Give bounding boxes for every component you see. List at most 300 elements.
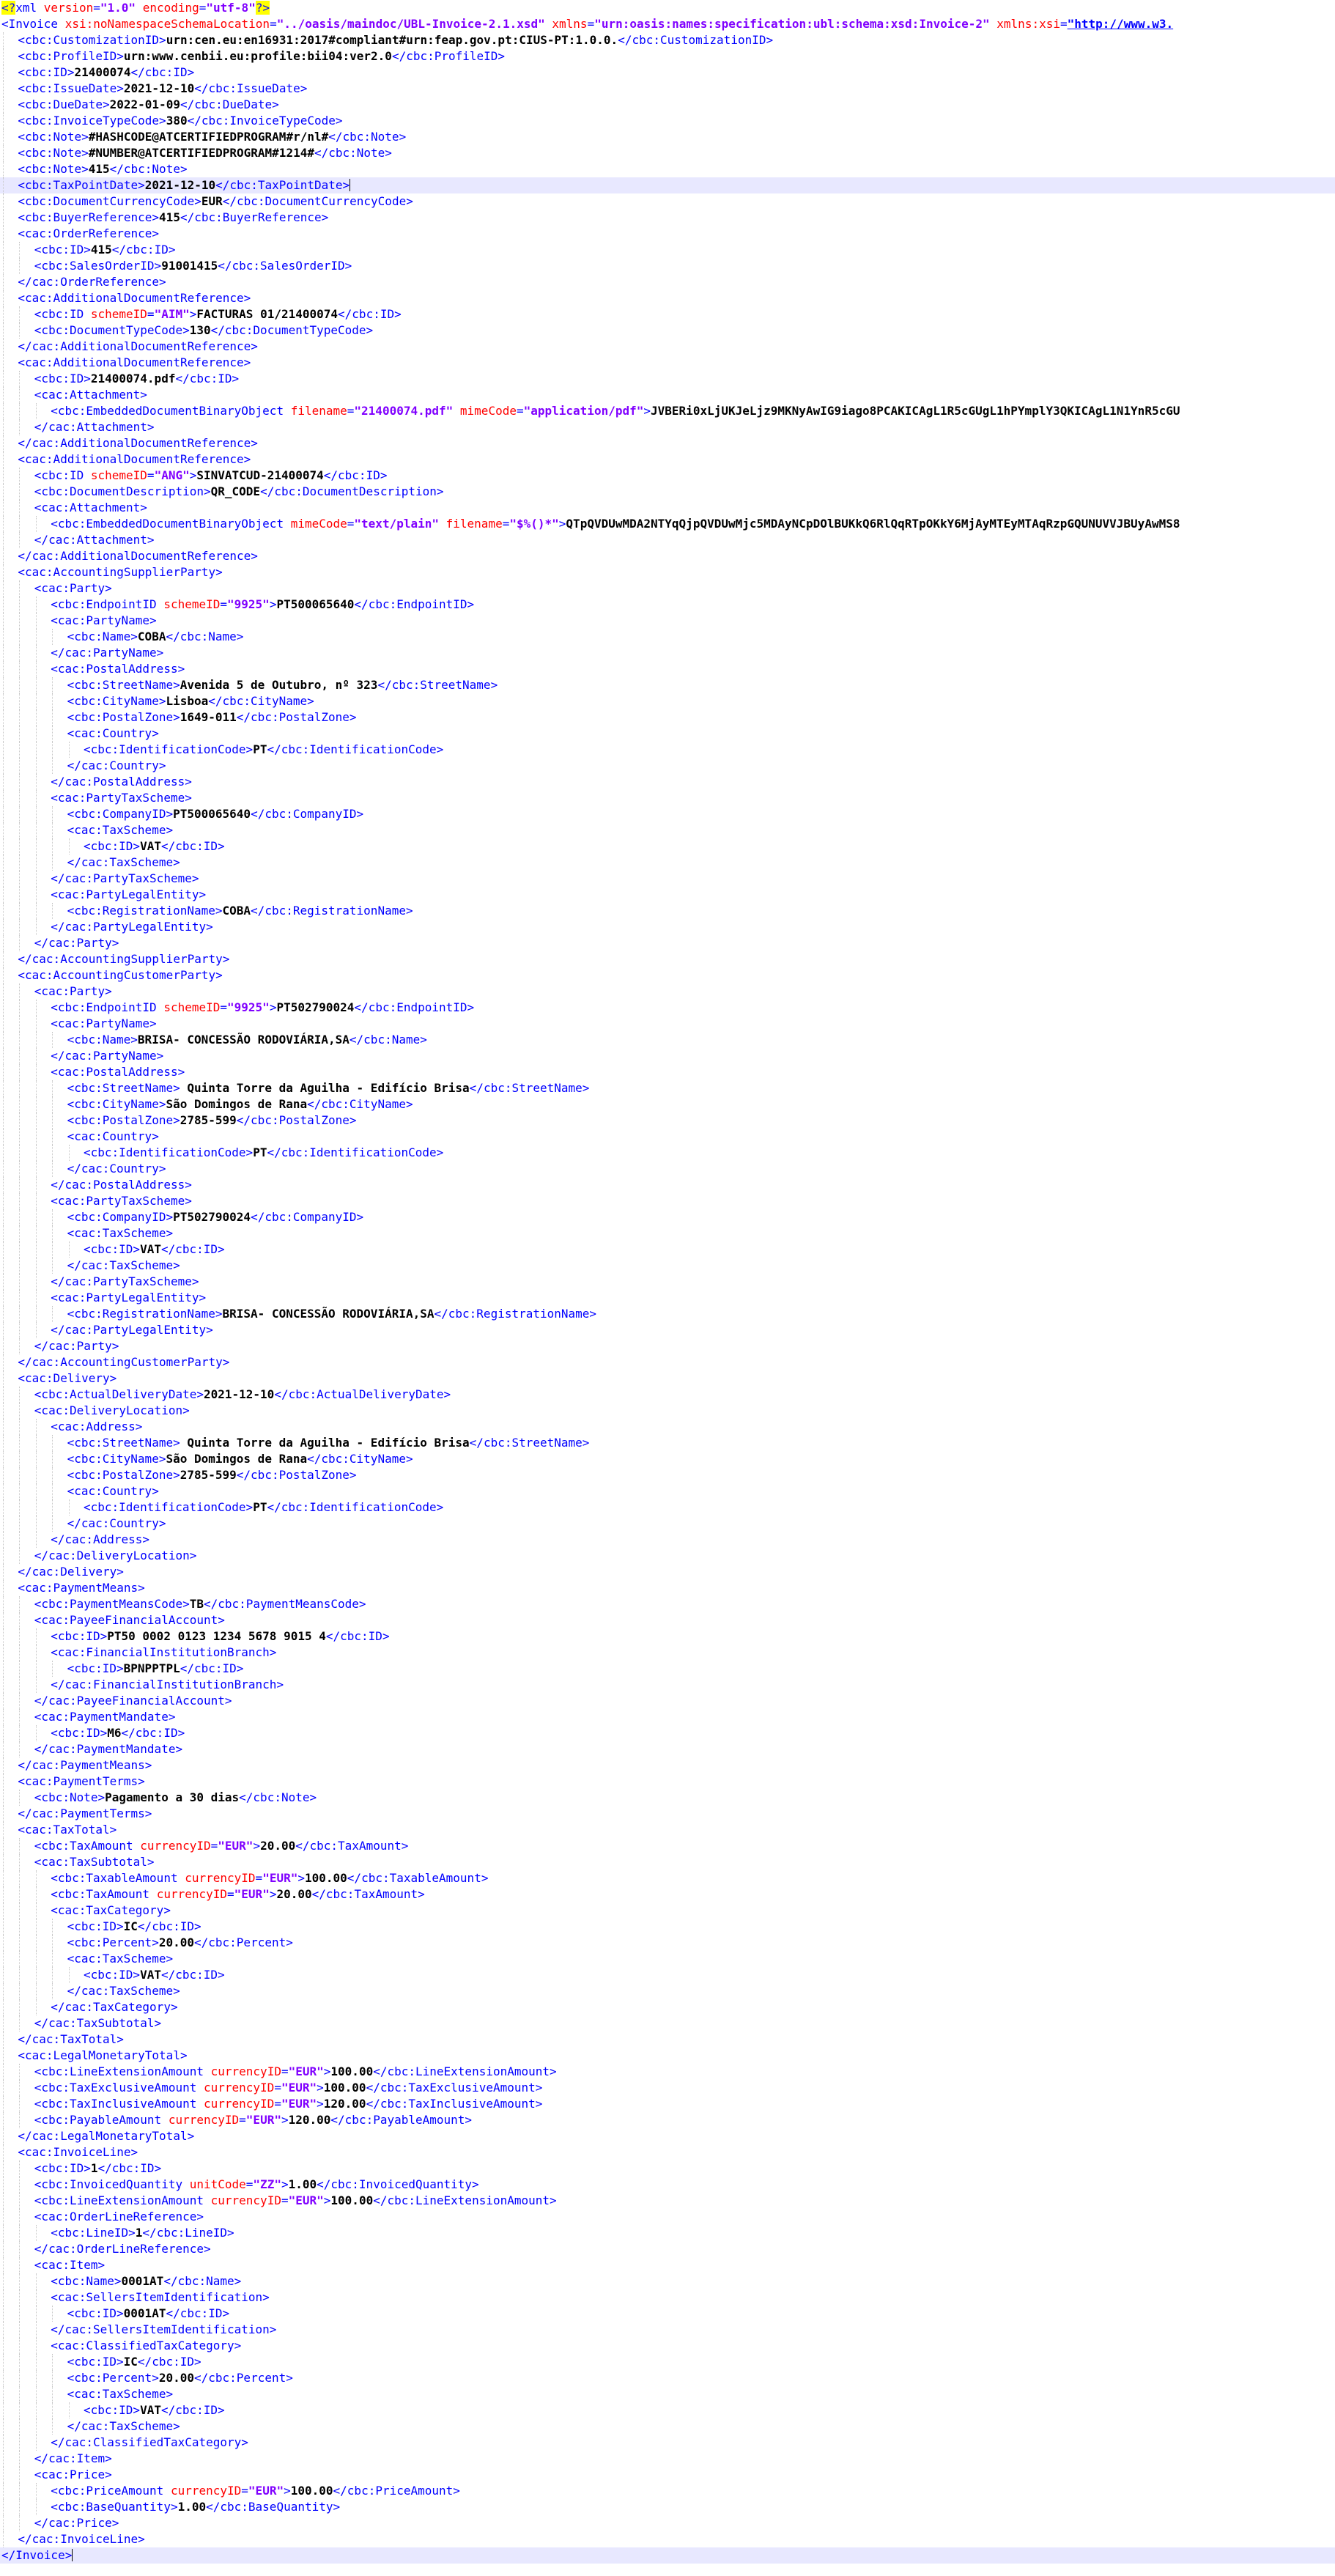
code-line[interactable] <box>0 2273 1335 2289</box>
token: <cbc:TaxAmount <box>51 1887 157 1901</box>
code-line-content <box>51 2483 460 2499</box>
code-line[interactable] <box>0 1935 1335 1951</box>
code-line[interactable] <box>0 580 1335 597</box>
code-line[interactable] <box>0 1903 1335 1919</box>
code-line[interactable] <box>0 613 1335 629</box>
code-line[interactable] <box>0 2370 1335 2386</box>
indent-guide <box>36 1064 37 1080</box>
indent-guide <box>19 1096 20 1112</box>
code-line-content <box>34 242 176 258</box>
code-line[interactable] <box>0 2144 1335 2160</box>
code-line[interactable] <box>0 274 1335 290</box>
code-line[interactable] <box>0 548 1335 564</box>
code-line-content <box>18 1354 229 1370</box>
indent-guide <box>36 1419 37 1435</box>
indent-guide <box>19 1951 20 1967</box>
code-line[interactable] <box>0 387 1335 403</box>
indent-guide <box>19 1548 20 1564</box>
code-line[interactable] <box>0 2209 1335 2225</box>
indent-guide <box>52 2370 53 2386</box>
code-line[interactable] <box>0 210 1335 226</box>
indent-guide <box>3 1096 4 1112</box>
indent-guide <box>69 1241 70 1258</box>
code-line[interactable] <box>0 451 1335 468</box>
code-line[interactable] <box>0 935 1335 951</box>
indent-guide <box>3 2418 4 2435</box>
code-line[interactable] <box>0 871 1335 887</box>
code-line[interactable] <box>0 1274 1335 1290</box>
code-line[interactable] <box>0 435 1335 451</box>
code-line[interactable] <box>0 806 1335 822</box>
code-line[interactable] <box>0 1854 1335 1870</box>
code-line[interactable] <box>0 1483 1335 1499</box>
code-line[interactable] <box>0 1870 1335 1886</box>
token: </cbc:PostalZone> <box>236 1113 357 1127</box>
code-line[interactable] <box>0 1951 1335 1967</box>
indent-guide <box>19 822 20 838</box>
indent-guide <box>19 1854 20 1870</box>
indent-guide <box>3 1580 4 1596</box>
indent-guide <box>36 516 37 532</box>
indent-guide <box>3 1080 4 1096</box>
code-line[interactable] <box>0 2306 1335 2322</box>
indent-guide <box>36 645 37 661</box>
code-line[interactable] <box>0 822 1335 838</box>
token: <cbc:Note> <box>34 1790 106 1804</box>
token: <cac:PartyName> <box>51 1016 157 1030</box>
code-line[interactable] <box>0 645 1335 661</box>
code-line[interactable] <box>0 2257 1335 2273</box>
code-line[interactable] <box>0 16 1335 32</box>
code-line[interactable] <box>0 1919 1335 1935</box>
code-line[interactable] <box>0 1693 1335 1709</box>
code-line[interactable] <box>0 2096 1335 2112</box>
token: 20.00 <box>276 1887 312 1901</box>
token: <cbc:InvoicedQuantity <box>34 2177 190 2191</box>
code-line[interactable] <box>0 2483 1335 2499</box>
code-line[interactable] <box>0 484 1335 500</box>
indent-guide <box>36 2483 37 2499</box>
code-line[interactable] <box>0 1370 1335 1387</box>
token: 1.00 <box>288 2177 317 2191</box>
token: <cbc:ID> <box>67 2355 124 2369</box>
code-line[interactable] <box>0 2112 1335 2128</box>
code-line[interactable] <box>0 661 1335 677</box>
indent-guide <box>3 580 4 597</box>
indent-guide <box>19 1161 20 1177</box>
code-line[interactable] <box>0 2177 1335 2193</box>
code-line[interactable] <box>0 226 1335 242</box>
indent-guide <box>19 1403 20 1419</box>
token: <cbc:ID> <box>34 372 91 385</box>
token: </cac:TaxSubtotal> <box>34 2016 162 2030</box>
indent-guide <box>19 580 20 597</box>
code-line[interactable] <box>0 1354 1335 1370</box>
indent-guide <box>3 2402 4 2418</box>
code-line[interactable] <box>0 629 1335 645</box>
code-line[interactable] <box>0 1967 1335 1983</box>
code-line[interactable] <box>0 1499 1335 1516</box>
code-line[interactable] <box>0 1387 1335 1403</box>
code-line[interactable] <box>0 790 1335 806</box>
code-line[interactable] <box>0 2402 1335 2418</box>
token: </cbc:Note> <box>314 146 392 160</box>
code-line[interactable] <box>0 2547 1335 2564</box>
indent-guide <box>3 2483 4 2499</box>
indent-guide <box>36 2402 37 2418</box>
token: VAT <box>140 1968 161 1982</box>
code-line[interactable] <box>0 2499 1335 2515</box>
code-line-content <box>34 2160 161 2177</box>
code-line[interactable] <box>0 322 1335 339</box>
code-line[interactable] <box>0 1451 1335 1467</box>
code-line[interactable] <box>0 355 1335 371</box>
token: <cbc:ID> <box>67 2306 124 2320</box>
code-line[interactable] <box>0 1774 1335 1790</box>
code-line[interactable] <box>0 258 1335 274</box>
token: <cac:OrderReference> <box>18 226 160 240</box>
token: </cac:OrderReference> <box>18 275 166 289</box>
token: </cbc:IssueDate> <box>194 81 308 95</box>
code-line[interactable] <box>0 2241 1335 2257</box>
token: <cbc:RegistrationName> <box>67 1307 223 1321</box>
code-line-content <box>18 290 251 306</box>
code-line-content <box>18 1370 117 1387</box>
code-line-content <box>18 145 392 161</box>
indent-guide <box>3 48 4 64</box>
code-line[interactable] <box>0 1306 1335 1322</box>
code-line[interactable] <box>0 1580 1335 1596</box>
code-line[interactable] <box>0 1419 1335 1435</box>
code-line[interactable] <box>0 2531 1335 2547</box>
code-line[interactable] <box>0 516 1335 532</box>
code-line[interactable] <box>0 693 1335 709</box>
indent-guide <box>3 113 4 129</box>
code-line[interactable] <box>0 1145 1335 1161</box>
code-line[interactable] <box>0 2386 1335 2402</box>
code-line[interactable] <box>0 1886 1335 1903</box>
indent-guide <box>19 500 20 516</box>
token: </cac:TaxTotal> <box>18 2032 124 2046</box>
code-line[interactable] <box>0 242 1335 258</box>
code-line[interactable] <box>0 1241 1335 1258</box>
code-line[interactable] <box>0 1161 1335 1177</box>
indent-guide <box>3 1145 4 1161</box>
code-line[interactable] <box>0 1129 1335 1145</box>
code-line[interactable] <box>0 2322 1335 2338</box>
code-line[interactable] <box>0 532 1335 548</box>
indent-guide <box>36 693 37 709</box>
token: <cac:AdditionalDocumentReference> <box>18 452 251 466</box>
indent-guide <box>3 1032 4 1048</box>
code-line[interactable] <box>0 1983 1335 1999</box>
code-line[interactable] <box>0 1999 1335 2015</box>
code-line-content <box>18 2144 138 2160</box>
code-line[interactable] <box>0 2467 1335 2483</box>
code-line[interactable] <box>0 1000 1335 1016</box>
code-line[interactable] <box>0 758 1335 774</box>
code-line[interactable] <box>0 1612 1335 1628</box>
token: PT500065640 <box>173 807 251 821</box>
token: mimeCode <box>290 517 347 531</box>
code-line-content <box>18 81 307 97</box>
token: PT502790024 <box>173 1210 251 1224</box>
code-line[interactable] <box>0 742 1335 758</box>
code-line[interactable] <box>0 64 1335 81</box>
code-line[interactable] <box>0 1564 1335 1580</box>
code-line[interactable] <box>0 2435 1335 2451</box>
token: <cac:PaymentMeans> <box>18 1581 145 1595</box>
token: </cbc:ID> <box>160 839 225 853</box>
code-line-content <box>34 387 147 403</box>
code-line[interactable] <box>0 2193 1335 2209</box>
code-line[interactable] <box>0 1403 1335 1419</box>
code-line[interactable] <box>0 1258 1335 1274</box>
indent-guide <box>3 1951 4 1967</box>
code-line[interactable] <box>0 81 1335 97</box>
token: 20.00 <box>260 1839 296 1853</box>
token: </cac:TaxScheme> <box>67 2419 180 2433</box>
code-line[interactable] <box>0 903 1335 919</box>
code-line[interactable] <box>0 1790 1335 1806</box>
indent-guide <box>52 1096 53 1112</box>
indent-guide <box>19 1193 20 1209</box>
code-line[interactable] <box>0 838 1335 855</box>
indent-guide <box>19 387 20 403</box>
code-line[interactable] <box>0 2128 1335 2144</box>
token: <cac:AccountingSupplierParty> <box>18 565 223 579</box>
code-line-content <box>51 516 1180 532</box>
token: 1649-011 <box>180 710 237 724</box>
indent-guide <box>36 2386 37 2402</box>
indent-guide <box>3 967 4 983</box>
token: <cac:Address> <box>51 1420 143 1433</box>
code-line[interactable] <box>0 887 1335 903</box>
code-line[interactable] <box>0 1435 1335 1451</box>
indent-guide <box>19 1387 20 1403</box>
token: <cbc:PayableAmount <box>34 2113 169 2127</box>
code-line[interactable] <box>0 564 1335 580</box>
code-line[interactable] <box>0 145 1335 161</box>
code-line-content <box>51 1000 474 1016</box>
code-line[interactable] <box>0 1741 1335 1757</box>
token: </cac:PayeeFinancialAccount> <box>34 1694 232 1708</box>
indent-guide <box>19 645 20 661</box>
code-line[interactable] <box>0 1532 1335 1548</box>
code-line[interactable] <box>0 1209 1335 1225</box>
code-line[interactable] <box>0 1757 1335 1774</box>
code-line-content <box>51 2225 234 2241</box>
token: </cac:Item> <box>34 2451 112 2465</box>
code-line[interactable] <box>0 1725 1335 1741</box>
indent-guide <box>3 2144 4 2160</box>
token: = <box>274 2081 281 2095</box>
token: = <box>347 404 355 418</box>
token: </cbc:CompanyID> <box>251 1210 364 1224</box>
code-line[interactable] <box>0 1806 1335 1822</box>
code-line-content <box>18 32 773 48</box>
indent-guide <box>19 693 20 709</box>
token: </cbc:CityName> <box>307 1097 413 1111</box>
code-line[interactable] <box>0 1322 1335 1338</box>
code-line[interactable] <box>0 0 1335 16</box>
token: </cbc:TaxPointDate> <box>215 178 350 192</box>
code-line[interactable] <box>0 967 1335 983</box>
code-line[interactable] <box>0 951 1335 967</box>
code-line[interactable] <box>0 48 1335 64</box>
token: <cac:Item> <box>34 2258 106 2272</box>
code-line[interactable] <box>0 1838 1335 1854</box>
token: <cbc:CityName> <box>67 694 166 708</box>
code-line[interactable] <box>0 2064 1335 2080</box>
indent-guide <box>19 1935 20 1951</box>
code-line[interactable] <box>0 1032 1335 1048</box>
code-line[interactable] <box>0 1709 1335 1725</box>
code-line[interactable] <box>0 709 1335 726</box>
code-line[interactable] <box>0 468 1335 484</box>
code-line-content <box>67 1951 174 1967</box>
code-line[interactable] <box>0 774 1335 790</box>
code-line[interactable] <box>0 919 1335 935</box>
token: <cbc:PaymentMeansCode> <box>34 1597 190 1611</box>
indent-guide <box>3 339 4 355</box>
code-line[interactable] <box>0 1177 1335 1193</box>
code-line[interactable] <box>0 1516 1335 1532</box>
code-line-content <box>67 1112 357 1129</box>
code-line[interactable] <box>0 339 1335 355</box>
indent-guide <box>19 1290 20 1306</box>
indent-guide <box>3 1870 4 1886</box>
token: <cac:PaymentMandate> <box>34 1710 176 1724</box>
code-line[interactable] <box>0 677 1335 693</box>
code-line[interactable] <box>0 1645 1335 1661</box>
indent-guide <box>52 1661 53 1677</box>
indent-guide <box>19 1241 20 1258</box>
code-line[interactable] <box>0 1677 1335 1693</box>
code-line[interactable] <box>0 2015 1335 2031</box>
token: </cbc:PaymentMeansCode> <box>203 1597 366 1611</box>
code-line[interactable] <box>0 1048 1335 1064</box>
token: São Domingos de Rana <box>166 1452 308 1466</box>
code-line[interactable] <box>0 2354 1335 2370</box>
code-line-content <box>18 64 194 81</box>
code-line[interactable] <box>0 1290 1335 1306</box>
code-line[interactable] <box>0 2418 1335 2435</box>
indent-guide <box>3 1935 4 1951</box>
code-line[interactable] <box>0 161 1335 177</box>
indent-guide <box>19 903 20 919</box>
code-line[interactable] <box>0 726 1335 742</box>
code-line[interactable] <box>0 2338 1335 2354</box>
indent-guide <box>36 1499 37 1516</box>
token: 2021-12-10 <box>144 178 216 192</box>
indent-guide <box>19 597 20 613</box>
code-line[interactable] <box>0 1112 1335 1129</box>
code-line[interactable] <box>0 1064 1335 1080</box>
code-line[interactable] <box>0 371 1335 387</box>
code-line[interactable] <box>0 1338 1335 1354</box>
token: </cbc:Note> <box>328 130 407 144</box>
indent-guide <box>3 210 4 226</box>
code-line[interactable] <box>0 1822 1335 1838</box>
code-line[interactable] <box>0 32 1335 48</box>
token: <cbc:Percent> <box>67 2371 159 2385</box>
token: </cbc:ID> <box>121 1726 185 1740</box>
code-line[interactable] <box>0 129 1335 145</box>
code-line-content <box>18 355 251 371</box>
token: = <box>93 1 100 15</box>
code-line[interactable] <box>0 1193 1335 1209</box>
code-line[interactable] <box>0 1016 1335 1032</box>
code-line[interactable] <box>0 1467 1335 1483</box>
code-line-content <box>34 1693 232 1709</box>
indent-guide <box>3 274 4 290</box>
code-line[interactable] <box>0 2080 1335 2096</box>
code-line[interactable] <box>0 597 1335 613</box>
code-line[interactable] <box>0 306 1335 322</box>
token: "ZZ" <box>253 2177 281 2191</box>
code-line[interactable] <box>0 1628 1335 1645</box>
code-line[interactable] <box>0 1661 1335 1677</box>
code-line[interactable] <box>0 2031 1335 2048</box>
token: "$%()*" <box>509 517 559 531</box>
code-line[interactable] <box>0 1548 1335 1564</box>
token: </cac:PartyName> <box>51 646 164 660</box>
code-line[interactable] <box>0 193 1335 210</box>
token: mimeCode <box>459 404 517 418</box>
code-line[interactable] <box>0 97 1335 113</box>
code-line[interactable] <box>0 2451 1335 2467</box>
indent-guide <box>36 1983 37 1999</box>
code-line-content <box>51 887 206 903</box>
token: > <box>317 2097 324 2111</box>
code-line[interactable] <box>0 2048 1335 2064</box>
code-line[interactable] <box>0 113 1335 129</box>
token: </cac:DeliveryLocation> <box>34 1549 197 1562</box>
code-line[interactable] <box>0 2160 1335 2177</box>
code-line[interactable] <box>0 855 1335 871</box>
indent-guide <box>69 838 70 855</box>
indent-guide <box>36 1000 37 1016</box>
code-line[interactable] <box>0 1225 1335 1241</box>
code-line[interactable] <box>0 177 1335 193</box>
code-line[interactable] <box>0 2225 1335 2241</box>
code-line[interactable] <box>0 2289 1335 2306</box>
token: = <box>147 468 155 482</box>
code-line[interactable] <box>0 419 1335 435</box>
code-line[interactable] <box>0 403 1335 419</box>
indent-guide <box>3 1822 4 1838</box>
code-line[interactable] <box>0 1080 1335 1096</box>
code-line[interactable] <box>0 1096 1335 1112</box>
code-line[interactable] <box>0 500 1335 516</box>
token: <cbc:Percent> <box>67 1935 159 1949</box>
indent-guide <box>19 629 20 645</box>
token: <cbc:SalesOrderID> <box>34 259 162 273</box>
indent-guide <box>19 1112 20 1129</box>
code-line[interactable] <box>0 1596 1335 1612</box>
indent-guide <box>3 2354 4 2370</box>
token: </cac:ClassifiedTaxCategory> <box>51 2435 248 2449</box>
token: "EUR" <box>245 2113 281 2127</box>
code-line[interactable] <box>0 290 1335 306</box>
indent-guide <box>36 903 37 919</box>
code-line[interactable] <box>0 983 1335 1000</box>
indent-guide <box>52 1967 53 1983</box>
token: </cbc:Percent> <box>194 2371 293 2385</box>
indent-guide <box>36 1886 37 1903</box>
code-line[interactable] <box>0 2515 1335 2531</box>
